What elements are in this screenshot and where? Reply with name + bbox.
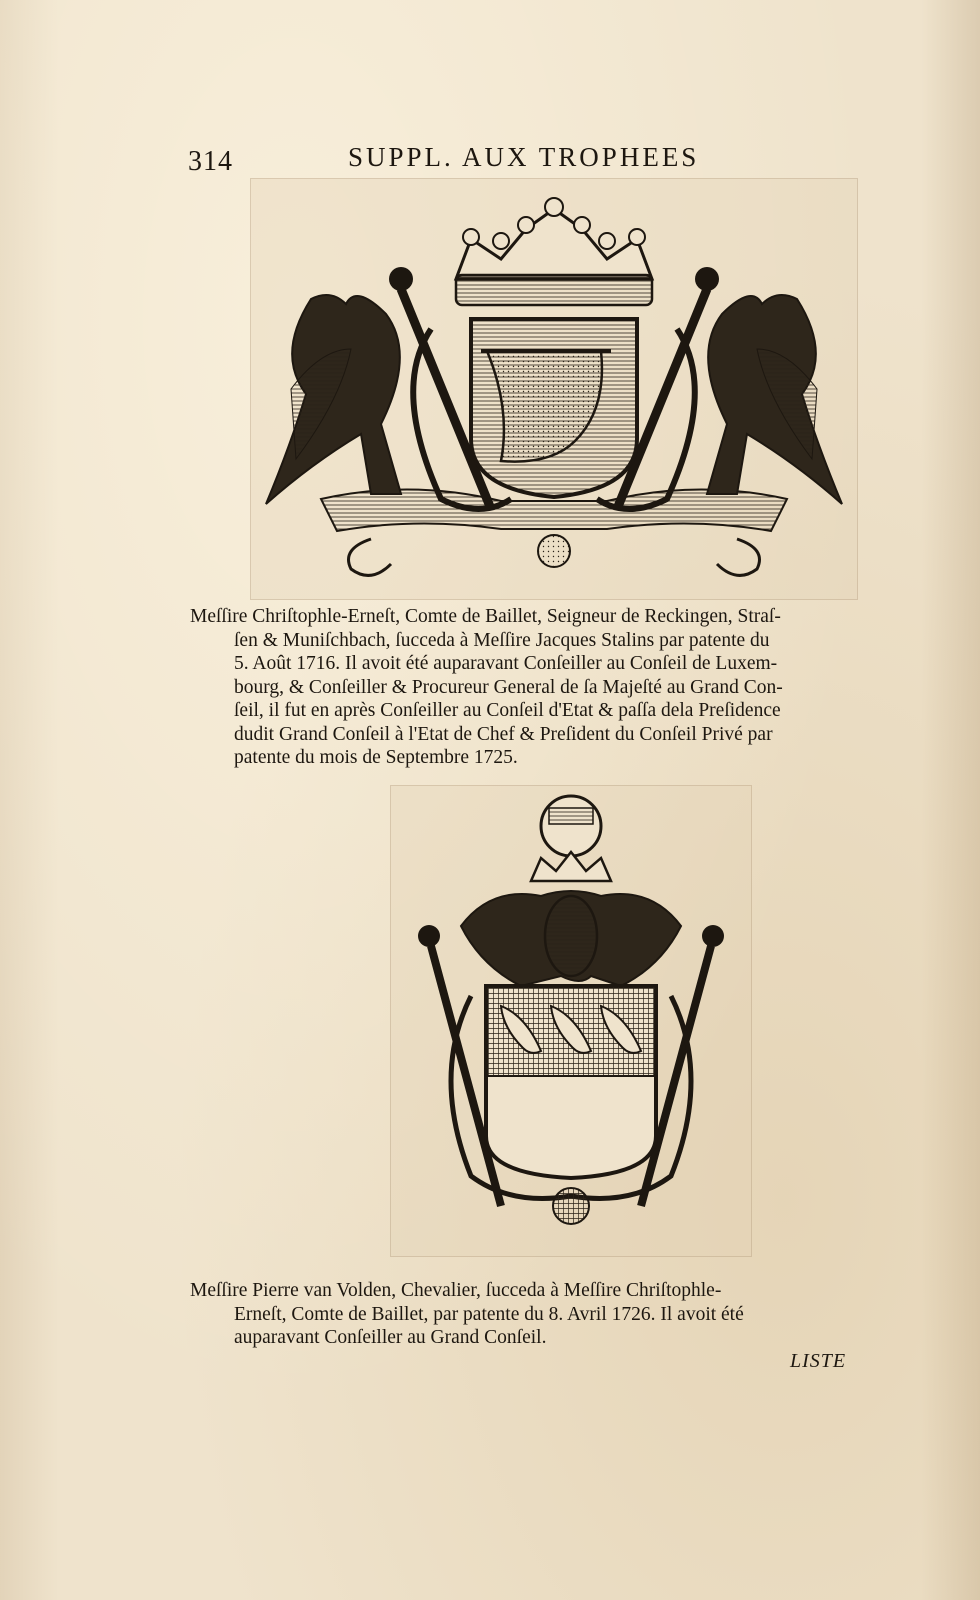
coat-of-arms-plate-1 [250, 178, 858, 600]
text-line: 5. Août 1716. Il avoit été auparavant Conſeiller au Conſeil de Luxem- [234, 653, 778, 674]
text-line: ſeil, il fut en après Conſeiller au Conſeil d'Etat & paſſa dela Preſidence [234, 700, 781, 721]
text-line: Meſſire Chriſtophle-Erneſt, Comte de Baillet, Seigneur de Reckingen, Straſ- [190, 606, 781, 627]
entry-baillet [190, 605, 865, 770]
text-line: auparavant Conſeiller au Grand Conſeil. [234, 1327, 547, 1348]
coat-of-arms-helmeted-shield-with-three-fish-icon [391, 786, 751, 1256]
text-line: Meſſire Pierre van Volden, Chevalier, ſucceda à Meſſire Chriſtophle- [190, 1280, 722, 1301]
text-line: patente du mois de Septembre 1725. [234, 747, 518, 768]
catchword: LISTE [790, 1350, 847, 1372]
running-head: SUPPL. AUX TROPHEES [348, 142, 700, 172]
text-line: ſen & Muniſchbach, ſucceda à Meſſire Jacques Stalins par patente du [234, 629, 770, 651]
page-number: 314 [188, 146, 233, 177]
entry-van-volden [190, 1279, 865, 1350]
coat-of-arms-plate-2 [390, 785, 752, 1257]
text-line: bourg, & Conſeiller & Procureur General de ſa Majeſté au Grand Con- [234, 676, 783, 698]
text-line: dudit Grand Conſeil à l'Etat de Chef & Preſident du Conſeil Privé par [234, 723, 773, 745]
page-header [188, 140, 728, 180]
text-line: Erneſt, Comte de Baillet, par patente du 8. Avril 1726. Il avoit été [234, 1303, 744, 1325]
coat-of-arms-crowned-shield-with-eagle-supporters-icon [251, 179, 857, 599]
